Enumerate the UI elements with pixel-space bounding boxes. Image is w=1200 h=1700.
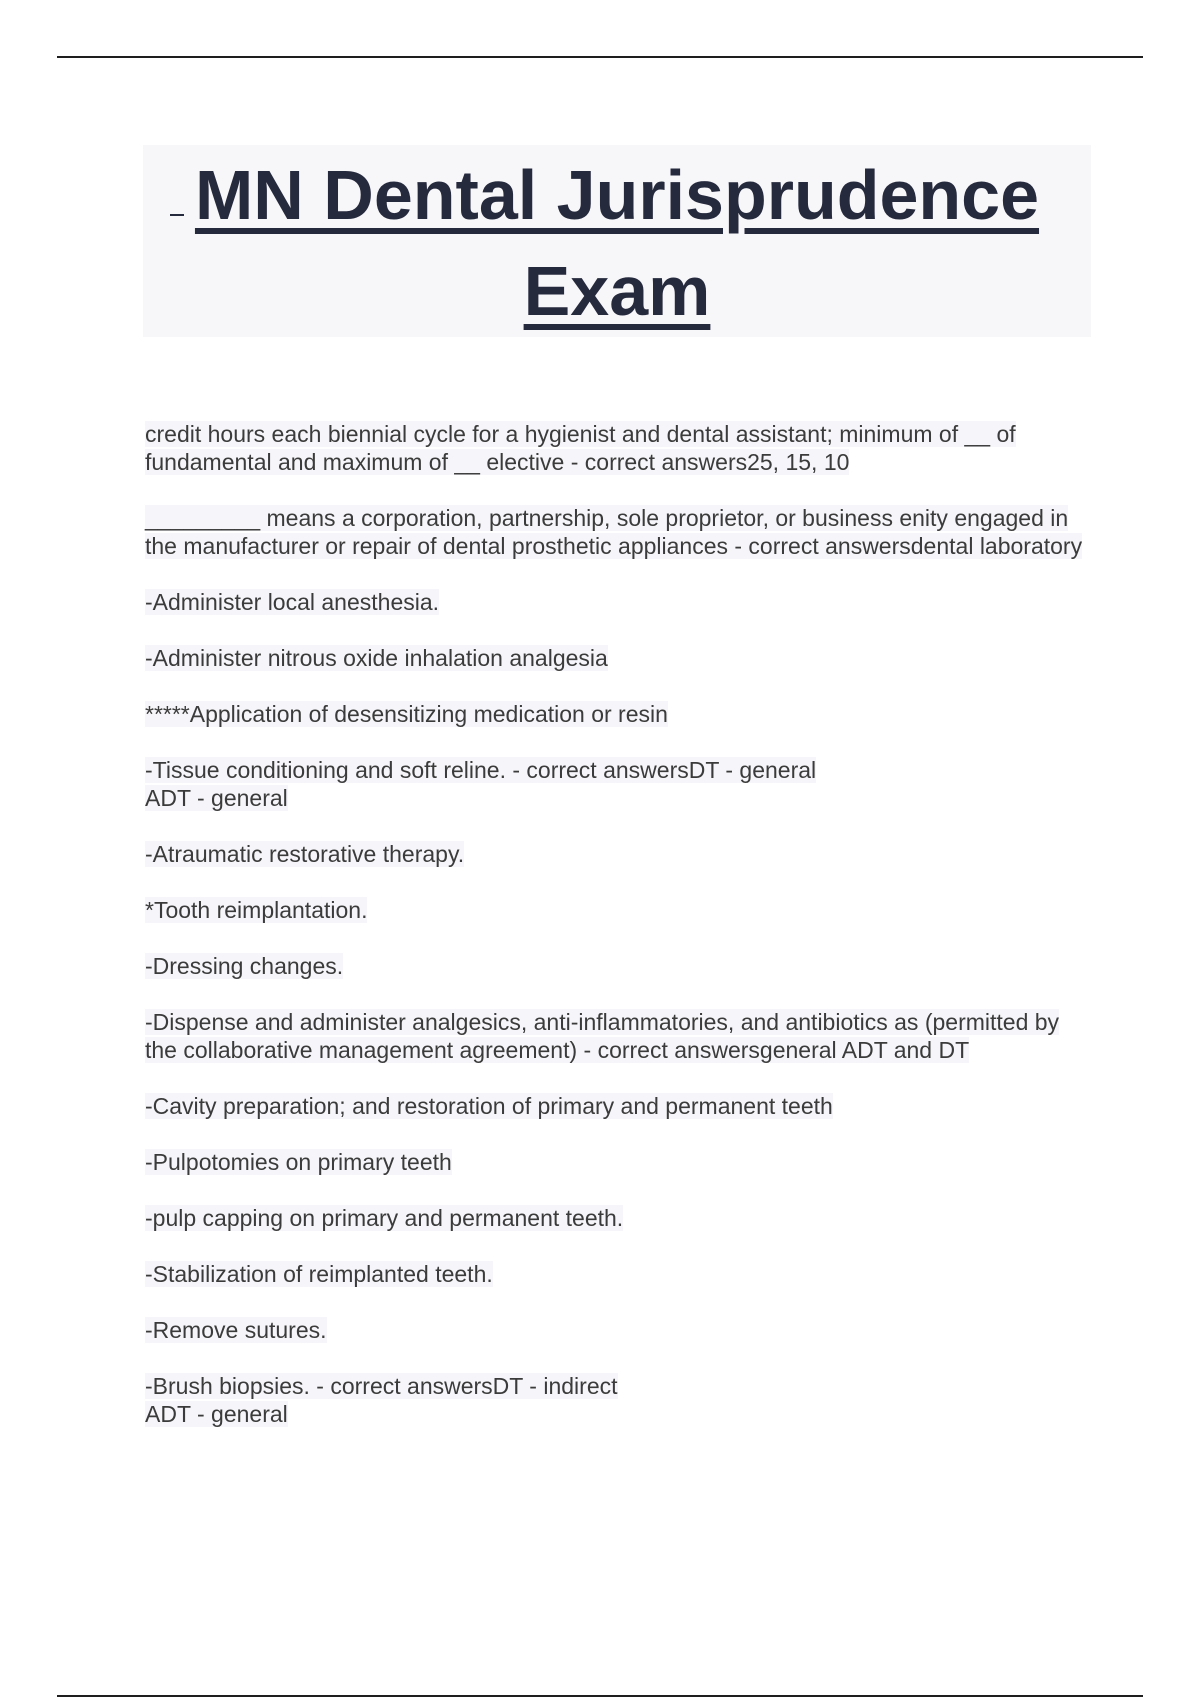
- paragraph: [145, 1316, 1085, 1344]
- paragraph: [145, 644, 1085, 672]
- top-rule: [57, 56, 1143, 58]
- paragraph-text: -Pulpotomies on primary teeth: [145, 1149, 452, 1175]
- title-line-1: MN Dental Jurisprudence: [194, 156, 1040, 234]
- paragraph-text: -Dispense and administer analgesics, anti-inflammatories, and antibiotics as (permitted by the collaborative management agreement) - correct answersgeneral ADT and DT: [145, 1009, 1060, 1063]
- paragraph: [145, 952, 1085, 980]
- paragraph-text: -Tissue conditioning and soft reline. - correct answersDT - general ADT - general: [145, 757, 817, 811]
- title-underscore-mark: [170, 214, 184, 216]
- bottom-rule: [57, 1695, 1143, 1697]
- paragraph-text: -Remove sutures.: [145, 1317, 327, 1343]
- paragraph-text: credit hours each biennial cycle for a hygienist and dental assistant; minimum of __ of fundamental and maximum of __ elective - correct answers25, 15, 10: [145, 421, 1016, 475]
- paragraph-text: -Administer nitrous oxide inhalation analgesia: [145, 645, 608, 671]
- paragraph: [145, 700, 1085, 728]
- paragraph-text: -Stabilization of reimplanted teeth.: [145, 1261, 493, 1287]
- paragraph: [145, 1148, 1085, 1176]
- paragraph: [145, 504, 1085, 560]
- paragraph: [145, 588, 1085, 616]
- paragraph: [145, 1260, 1085, 1288]
- paragraph-text: -Atraumatic restorative therapy.: [145, 841, 465, 867]
- paragraph: [145, 1204, 1085, 1232]
- paragraph-text: _________ means a corporation, partnership, sole proprietor, or business enity engaged in the manufacturer or repair of dental prosthetic appliances - correct answersdental laboratory: [145, 505, 1083, 559]
- paragraph: [145, 1008, 1085, 1064]
- paragraph: [145, 840, 1085, 868]
- title-banner: [143, 145, 1091, 337]
- paragraph: [145, 896, 1085, 924]
- paragraph-text: *Tooth reimplantation.: [145, 897, 368, 923]
- title-line-2: Exam: [523, 252, 711, 330]
- paragraph-text: -Cavity preparation; and restoration of primary and permanent teeth: [145, 1093, 833, 1119]
- paragraph-text: -Dressing changes.: [145, 953, 344, 979]
- paragraph-text: -Administer local anesthesia.: [145, 589, 440, 615]
- paragraph-text: -Brush biopsies. - correct answersDT - indirect ADT - general: [145, 1373, 618, 1427]
- paragraph: [145, 1372, 1085, 1428]
- paragraph-text: -pulp capping on primary and permanent teeth.: [145, 1205, 624, 1231]
- paragraph: [145, 420, 1085, 476]
- document-body: [145, 420, 1085, 1456]
- paragraph: [145, 1092, 1085, 1120]
- paragraph: [145, 756, 1085, 812]
- page-title: [143, 147, 1091, 339]
- paragraph-text: *****Application of desensitizing medication or resin: [145, 701, 668, 727]
